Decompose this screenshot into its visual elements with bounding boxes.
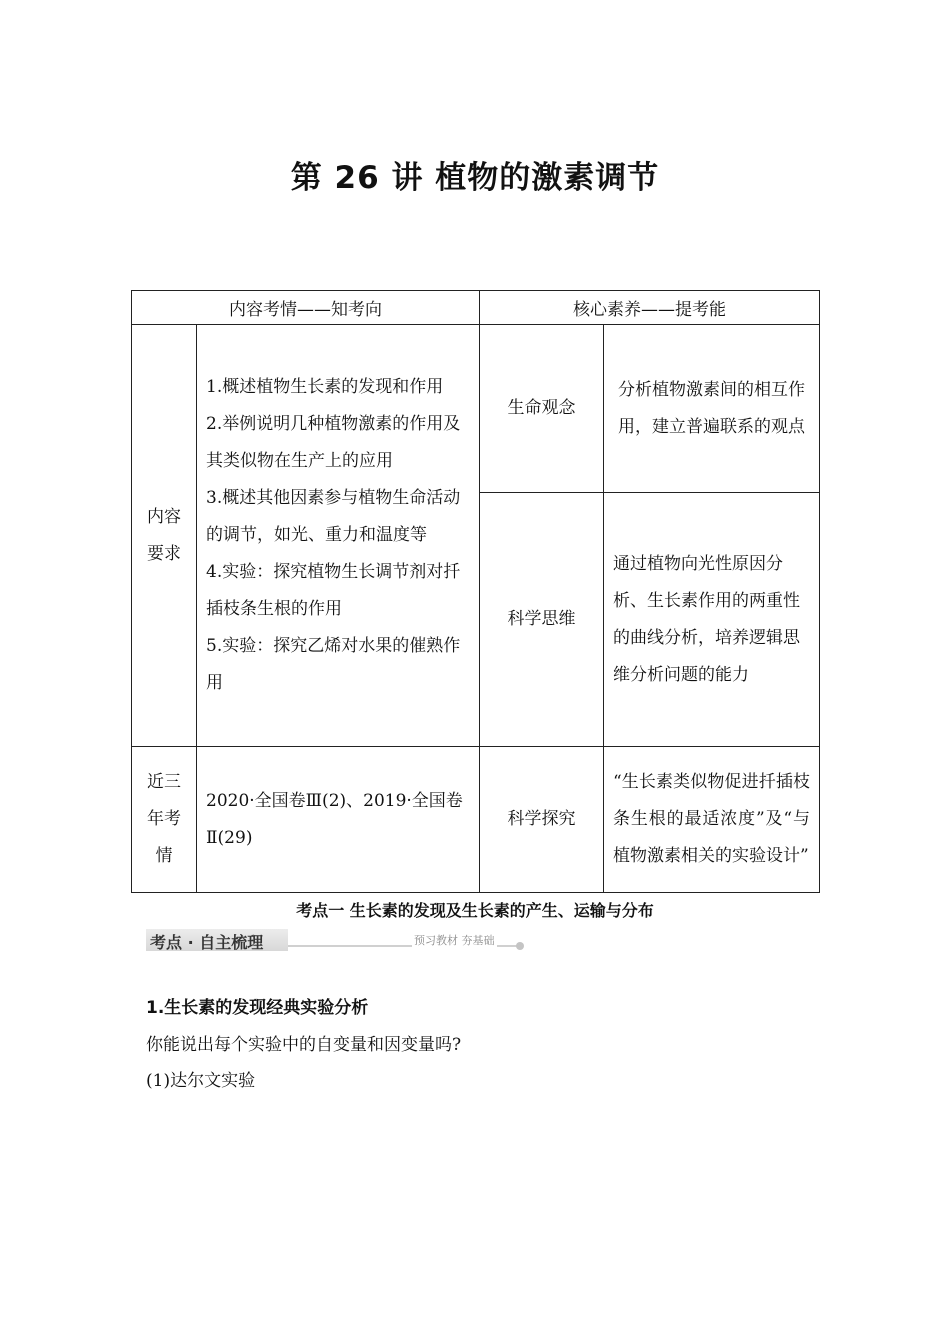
table-header-row [132,291,820,325]
literacy-name: 科学探究 [480,747,604,893]
banner-subtitle: 预习教材 夯基础 [414,934,495,947]
overview-table [131,290,820,893]
topic-heading: 考点一 生长素的发现及生长素的产生、运输与分布 [296,901,654,920]
section-banner [146,929,526,955]
section-title: 1.生长素的发现经典实验分析 [146,998,369,1018]
content-requirement-list [197,325,480,747]
sub-item-text: (1)达尔文实验 [146,1071,256,1091]
list-item: 2.举例说明几种植物激素的作用及其类似物在生产上的应用 [206,414,461,471]
list-item: 3.概述其他因素参与植物生命活动的调节，如光、重力和温度等 [206,488,461,545]
question-text: 你能说出每个实验中的自变量和因变量吗? [146,1035,462,1055]
exam-history-label: 近三年考情 [132,747,197,893]
exam-history-value: 2020·全国卷Ⅲ(2)、2019·全国卷Ⅱ(29) [197,747,480,893]
literacy-desc: 分析植物激素间的相互作用，建立普遍联系的观点 [604,325,820,493]
header-content-exam: 内容考情——知考向 [132,291,480,325]
header-core-literacy: 核心素养——提考能 [480,291,820,325]
literacy-desc: 通过植物向光性原因分析、生长素作用的两重性的曲线分析，培养逻辑思维分析问题的能力 [604,493,820,747]
literacy-name: 科学思维 [480,493,604,747]
banner-label: 考点 · 自主梳理 [150,933,264,952]
table-row [132,747,820,893]
literacy-desc: “生长素类似物促进扦插枝条生根的最适浓度”及“与植物激素相关的实验设计” [604,747,820,893]
list-item: 1.概述植物生长素的发现和作用 [206,377,444,397]
list-item: 5.实验：探究乙烯对水果的催熟作用 [206,636,461,693]
literacy-name: 生命观念 [480,325,604,493]
table-row [132,325,820,493]
content-requirement-label: 内容要求 [132,325,197,747]
list-item: 4.实验：探究植物生长调节剂对扦插枝条生根的作用 [206,562,461,619]
page-title: 第 26 讲 植物的激素调节 [290,160,660,196]
banner-dot-icon [516,942,524,950]
